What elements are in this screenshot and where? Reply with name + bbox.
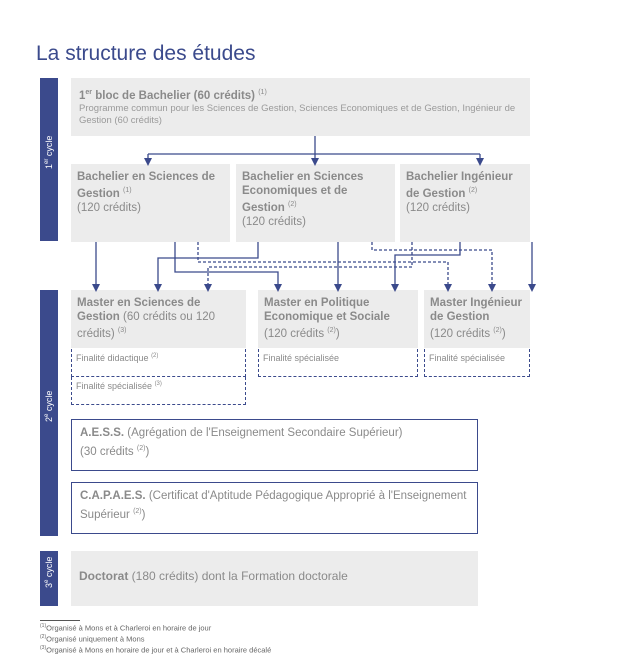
- bachelier-title: Bachelier en Sciences Economiques et de Gestion: [242, 171, 364, 214]
- capaes-box: C.A.P.A.E.S. (Certificat d'Aptitude Pédagogique Approprié à l'Enseignement Supérieur $^{(2)}$): [71, 482, 478, 534]
- aess-abbr: A.E.S.S.: [80, 427, 125, 439]
- third-cycle-label: 3e cycle: [44, 556, 54, 588]
- master-title: Master en Politique Economique et Sociale: [264, 297, 390, 323]
- bachelier-connector: [395, 242, 460, 288]
- master-title: Master en Sciences de Gestion: [77, 297, 201, 323]
- capaes-abbr: C.A.P.A.E.S.: [80, 490, 146, 502]
- master-sciences-gestion-box: Master en Sciences de Gestion (60 crédits ou 120 crédits) $^{(3)}$: [71, 290, 246, 348]
- finalite-specialisee-ingenieur: Finalité spécialisée: [424, 349, 530, 377]
- master-politique-eco-sociale-box: Master en Politique Economique et Sociale (120 crédits $^{(2)}$): [258, 290, 418, 348]
- footnote-2: $^{(2)}$Organisé uniquement à Mons: [40, 634, 145, 644]
- finalite-specialisee-gestion: Finalité spécialisée $^{(3)}$: [71, 377, 246, 405]
- bloc-title: 1er bloc de Bachelier (60 crédits) $^{(1)}$: [79, 89, 267, 102]
- bachelier-sciences-gestion-box: Bachelier en Sciences de Gestion $^{(1)}$ (120 crédits): [71, 164, 230, 242]
- master-ingenieur-gestion-box: Master Ingénieur de Gestion (120 crédits $^{(2)}$): [424, 290, 530, 348]
- footnote-1: $^{(1)}$Organisé à Mons et à Charleroi en horaire de jour: [40, 623, 212, 633]
- doctorat-title: Doctorat: [79, 569, 129, 583]
- bloc-description: Programme commun pour les Sciences de Gestion, Sciences Economiques et de Gestion, Ingénieur de Gestion (60 crédits): [79, 102, 516, 126]
- bachelier-ingenieur-gestion-box: Bachelier Ingénieur de Gestion $^{(2)}$ (120 crédits): [400, 164, 530, 242]
- bachelier-connector: [198, 242, 448, 288]
- bachelier-credits: (120 crédits): [77, 201, 141, 214]
- bachelier-sciences-eco-gestion-box: Bachelier en Sciences Economiques et de Gestion $^{(2)}$ (120 crédits): [236, 164, 395, 242]
- finalite-specialisee-politique: Finalité spécialisée: [258, 349, 418, 377]
- doctorat-box: Doctorat (180 crédits) dont la Formation doctorale: [71, 551, 478, 606]
- bachelier-connector: [175, 242, 278, 288]
- bachelier-title: Bachelier en Sciences de Gestion: [77, 171, 216, 200]
- master-title: Master Ingénieur de Gestion: [430, 297, 523, 323]
- footnote-3: $^{(3)}$Organisé à Mons en horaire de jour et à Charleroi en horaire décalé: [40, 645, 272, 655]
- bachelier-title: Bachelier Ingénieur de Gestion: [406, 171, 513, 200]
- page-title: La structure des études: [36, 42, 256, 65]
- bachelier-credits: (120 crédits): [242, 215, 306, 228]
- second-cycle-label: 2e cycle: [44, 390, 54, 422]
- finalite-didactique: Finalité didactique $^{(2)}$: [71, 349, 246, 377]
- aess-box: A.E.S.S. (Agrégation de l'Enseignement Secondaire Supérieur) (30 crédits $^{(2)}$): [71, 419, 478, 471]
- first-cycle-label: 1er cycle: [44, 135, 54, 169]
- bachelier-connector: [208, 242, 412, 288]
- bachelier-connector: [372, 242, 492, 288]
- bachelier-connector: [158, 242, 258, 288]
- bachelier-credits: (120 crédits): [406, 201, 470, 214]
